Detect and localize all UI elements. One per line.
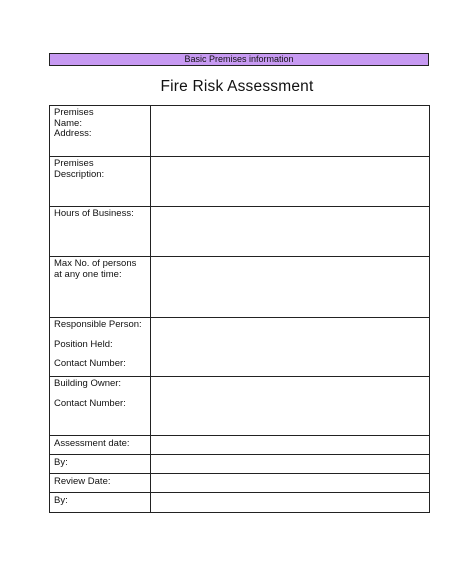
form-label-cell bbox=[50, 455, 151, 474]
form-row-building-owner bbox=[50, 377, 430, 436]
form-row-premises-description bbox=[50, 157, 430, 207]
hours-of-business-label: Hours of Business: bbox=[54, 208, 134, 219]
assessment-date-label: Assessment date: bbox=[54, 438, 130, 449]
form-label-cell bbox=[50, 207, 151, 257]
reviewed-by-field[interactable] bbox=[151, 493, 430, 513]
premises-description-field[interactable] bbox=[151, 157, 430, 207]
premises-form-table bbox=[49, 105, 430, 513]
assessed-by-label: By: bbox=[54, 457, 68, 468]
building-owner-field[interactable] bbox=[151, 377, 430, 436]
review-date-label: Review Date: bbox=[54, 476, 111, 487]
form-row-premises-name-address bbox=[50, 106, 430, 157]
premises-name-address-field[interactable] bbox=[151, 106, 430, 157]
review-date-field[interactable] bbox=[151, 474, 430, 493]
hours-of-business-field[interactable] bbox=[151, 207, 430, 257]
assessed-by-field[interactable] bbox=[151, 455, 430, 474]
assessment-date-field[interactable] bbox=[151, 436, 430, 455]
form-row-max-persons bbox=[50, 257, 430, 318]
section-header-label: Basic Premises information bbox=[184, 54, 294, 64]
form-row-review-date bbox=[50, 474, 430, 493]
owner-contact-number-label: Contact Number: bbox=[54, 397, 126, 409]
form-label-cell bbox=[50, 474, 151, 493]
building-owner-label: Building Owner: bbox=[54, 378, 122, 389]
form-label-cell bbox=[50, 257, 151, 318]
responsible-person-label: Responsible Person: bbox=[54, 319, 142, 330]
form-label-cell bbox=[50, 106, 151, 157]
form-row-responsible-person bbox=[50, 318, 430, 377]
form-label-cell bbox=[50, 318, 151, 377]
contact-number-label: Contact Number: bbox=[54, 358, 126, 369]
max-persons-field[interactable] bbox=[151, 257, 430, 318]
form-label-cell bbox=[50, 436, 151, 455]
form-row-assessment-date bbox=[50, 436, 430, 455]
position-held-label: Position Held: bbox=[54, 338, 113, 350]
max-persons-label: Max No. of persons at any one time: bbox=[54, 258, 137, 280]
premises-description-label: Premises Description: bbox=[54, 158, 105, 180]
responsible-person-field[interactable] bbox=[151, 318, 430, 377]
form-row-assessed-by bbox=[50, 455, 430, 474]
form-row-reviewed-by bbox=[50, 493, 430, 513]
reviewed-by-label: By: bbox=[54, 495, 68, 506]
premises-name-address-label: Premises Name: Address: bbox=[54, 107, 94, 139]
document-title: Fire Risk Assessment bbox=[160, 78, 314, 95]
form-row-hours-of-business bbox=[50, 207, 430, 257]
form-label-cell bbox=[50, 377, 151, 436]
form-label-cell bbox=[50, 157, 151, 207]
form-label-cell bbox=[50, 493, 151, 513]
section-header-bar bbox=[49, 53, 429, 66]
